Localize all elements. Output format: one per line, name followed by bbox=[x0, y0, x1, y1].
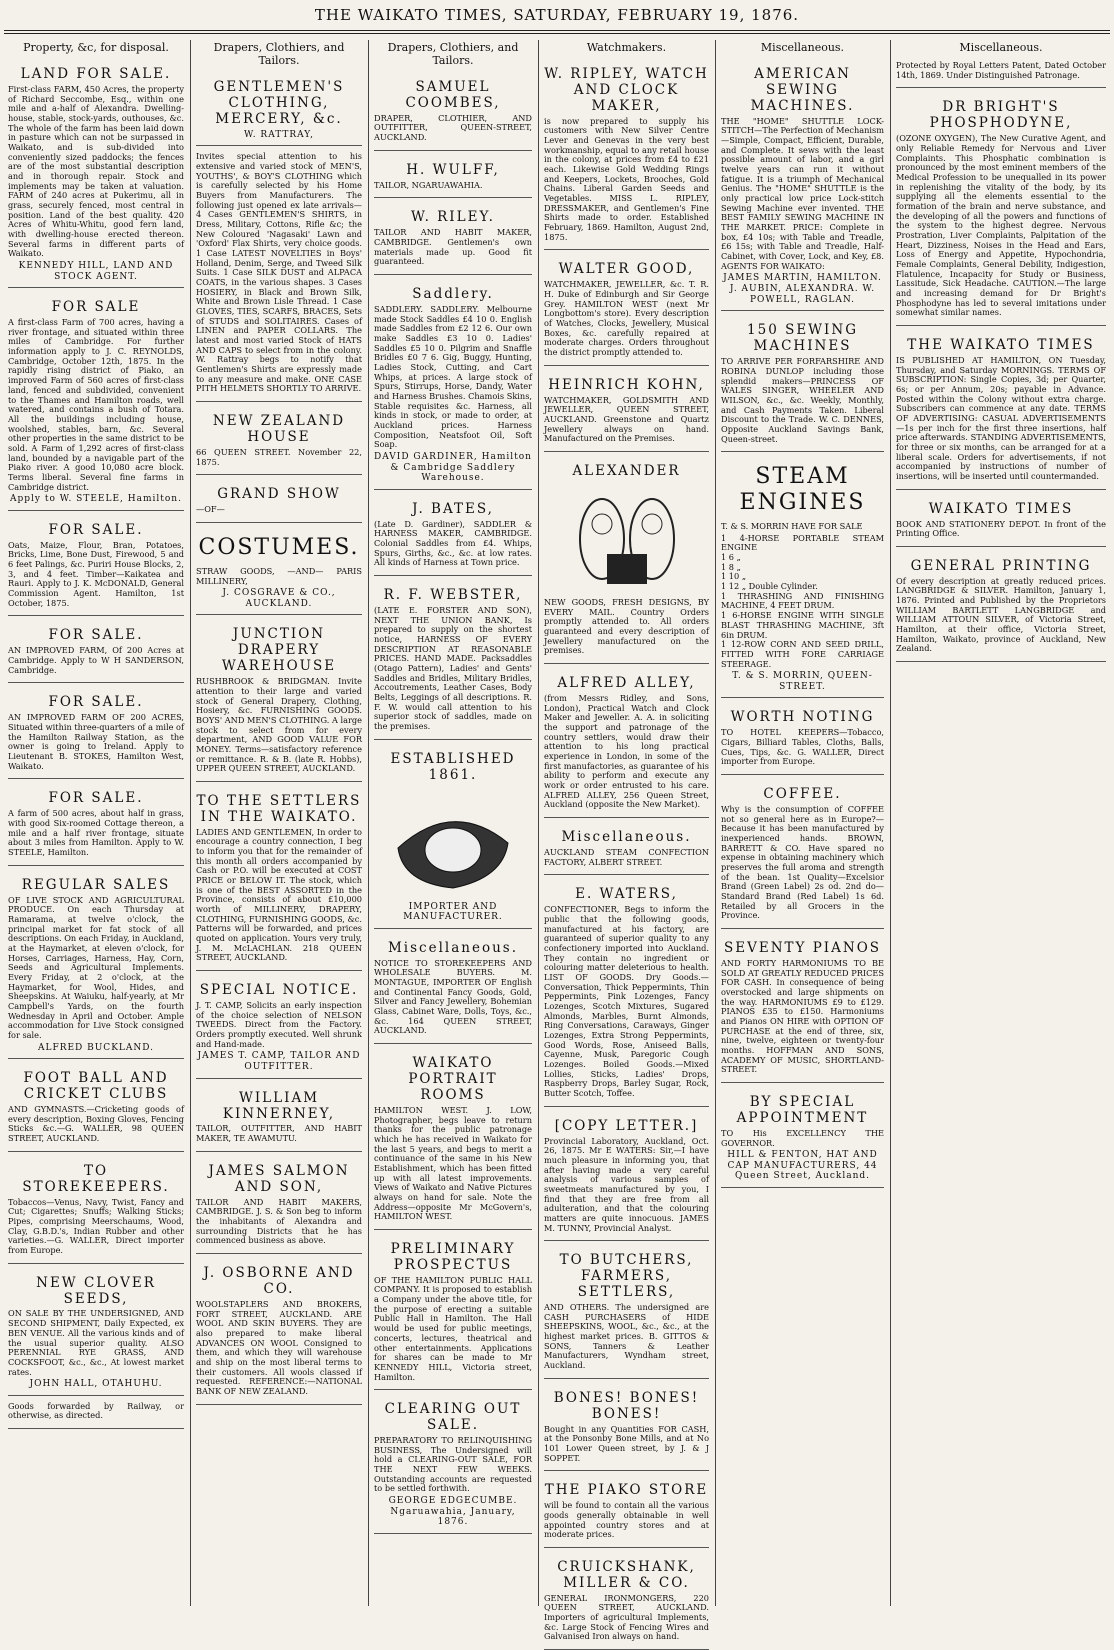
column-header: Drapers, Clothiers, and Tailors. bbox=[387, 41, 519, 67]
ad-title: FOOT BALL AND CRICKET CLUBS bbox=[23, 1070, 169, 1103]
ad-title: JAMES SALMON AND SON, bbox=[208, 1162, 350, 1195]
ad-body: WATCHMAKER, GOLDSMITH AND JEWELLER, QUEEN STREET, AUCKLAND. Greenstone and Quartz Jewellery always on hand. Manufactured on the Premises. bbox=[544, 394, 709, 444]
advertisement bbox=[896, 58, 1106, 88]
ad-body: Of every description at greatly reduced prices. LANGBRIDGE & SILVER. Hamilton, January 1, 1876. Printed and Published by the Proprietors WILLIAM BARTLETT LANGBRIDGE and WILLIAM ATTOUN SILVER, of Victoria Street, Hamilton, at their office, Victoria Street, Hamilton, Waikato, province of Auckland, New Zealand. bbox=[896, 575, 1106, 654]
column-divider bbox=[538, 40, 539, 1606]
ad-title: AMERICAN SEWING MACHINES. bbox=[750, 65, 855, 114]
ad-body: SADDLERY. SADDLERY. Melbourne made Stock Saddles £4 10 0. English made Saddles from £2 12 6. Our own make Saddles £3 10 0. Ladies' Saddles £5 10 0. Pilgrim and Snaffle Bridles £0 7 6. Gig, Buggy, Hunting, Ladies Stock, Cutting, and Cart Whips, at prices. A large stock of Spurs, Stirrups, Horse, Dandy, Water and Harness Brushes. Chamois Skins, Stable requisites &c. Harness, all kinds in stock, or made to order, at Auckland prices. Harness Composition, Neatsfoot Oil, Soft Soap. bbox=[374, 303, 532, 450]
ad-body: Provincial Laboratory, Auckland, Oct. 26, 1875. Mr E WATERS: Sir,—I have much pleasure in informing you, that after having made a very careful analysis of various samples of sweetmeats manufactured by you, I find that they are free from all adulteration, and that the colouring matters are quite innocuous. JAMES M. TUNNY, Provincial Analyst. bbox=[544, 1135, 709, 1233]
ad-body: BOOK AND STATIONERY DEPOT. In front of the Printing Office. bbox=[896, 518, 1106, 539]
ad-title: CRUICKSHANK, MILLER & CO. bbox=[557, 1558, 696, 1591]
pocket-watch-illustration bbox=[562, 484, 692, 594]
advertisement bbox=[8, 58, 184, 288]
ad-body: AN IMPROVED FARM, Of 200 Acres at Cambridge. Apply to W H SANDERSON, Cambridge. bbox=[8, 645, 184, 675]
advertisement bbox=[374, 154, 532, 199]
ad-body: 66 QUEEN STREET. November 22, 1875. bbox=[196, 446, 362, 467]
ad-signature: T. & S. MORRIN, QUEEN-STREET. bbox=[732, 671, 873, 692]
advertisement bbox=[544, 878, 709, 1106]
advertisement bbox=[374, 932, 532, 1044]
ad-body: TO HOTEL KEEPERS—Tobacco, Cigars, Billiard Tables, Cloths, Balls, Cues, Tips, &c. G. WALLER, Direct importer from Europe. bbox=[721, 727, 884, 767]
advertisement bbox=[8, 782, 184, 865]
ad-title: THE PIAKO STORE bbox=[544, 1482, 709, 1499]
column-divider bbox=[715, 40, 716, 1606]
ad-body: —OF— bbox=[196, 504, 225, 515]
advertisement bbox=[374, 201, 532, 275]
ad-signature: Apply to W. STEELE, Hamilton. bbox=[10, 494, 182, 505]
ad-body: is now prepared to supply his customers with New Silver Centre Lever and Genevas in the very best workmanship, equal to any retail house in the colony, at prices from £4 to £21 each. Likewise Gold Wedding Rings and Keepers, Lockets, Brooches, Gold Chains. Liberal Garden Seeds and Vegetables. MISS L. RIPLEY, DRESSMAKER, and Gentlemen's Fine Shirts made to order. Established February, 1869. Hamilton, August 2nd, 1875. bbox=[544, 115, 709, 242]
ad-title: Miscellaneous. bbox=[387, 939, 519, 956]
advertisement bbox=[544, 667, 709, 818]
advertisement bbox=[8, 619, 184, 683]
column-header: Miscellaneous. bbox=[959, 41, 1043, 54]
ad-body: RUSHBROOK & BRIDGMAN. Invite attention to their large and varied stock of General Drapery, Clothing, Hosiery, &c. FURNISHING GOODS. BOYS' AND MEN'S CLOTHING. A large stock to select from for every department, AND GOOD VALUE FOR MONEY. Terms—satisfactory reference or remittance. R. & B. (late R. Hobbs), UPPER QUEEN STREET, AUCKLAND. bbox=[196, 676, 362, 774]
ad-title: FOR SALE. bbox=[48, 694, 144, 711]
ad-body: TO ARRIVE PER FORFARSHIRE AND ROBINA DUNLOP including those splendid makers—PRINCESS OF WALES SINGER, WHEELER AND WILSON, &c., &c. Weekly, Monthly, and Cash Payments Taken. Liberal Discount to the Trade. W. C. DENNES, Opposite Auckland Savings Bank, Queen-street. bbox=[721, 356, 884, 444]
ad-body: DRAPER, CLOTHIER, AND OUTFITTER, QUEEN-STREET, AUCKLAND. bbox=[374, 112, 532, 143]
ad-body: A farm of 500 acres, about half in grass, with good Six-roomed Cottage thereon, a mile and a half river frontage, situate about 3 miles from Hamilton. Apply to W. STEELE, Hamilton. bbox=[8, 808, 184, 857]
advertisement bbox=[196, 1257, 362, 1405]
advertisement bbox=[544, 253, 709, 365]
ad-body: AN IMPROVED FARM OF 200 ACRES, Situated within three-quarters of a mile of the Hamilton Railway Station, as the owner is going to Ireland. Apply to Lieutenant B. STOKES, Hamilton West, Waikato. bbox=[8, 712, 184, 771]
ad-title: STEAM ENGINES bbox=[739, 464, 866, 516]
ad-body: WATCHMAKER, JEWELLER, &c. T. R. H. Duke of Edinburgh and Sir George Grey. HAMILTON WEST (next Mr Longbottom's store). Every description of Watches, Clocks, Jewellery, Musical Boxes, &c. carefully repaired at moderate charges. Orders throughout the district promptly attended to. bbox=[544, 279, 709, 358]
ad-body: HAMILTON WEST. J. LOW, Photographer, begs leave to return thanks for the public patronage which he has received in Waikato for the last 5 years, and begs to merit a continuance of the same in his New Establishment, which has been fitted up with all latest improvements. Views of Waikato and Native Pictures always on hand for sale. Note the Address—opposite Mr McGovern's, HAMILTON WEST. bbox=[374, 1104, 532, 1222]
ad-title: 150 SEWING MACHINES bbox=[747, 322, 858, 355]
ad-body: First-class FARM, 450 Acres, the property of Richard Seccombe, Esq., within one mile and a-half of Alexandra. Dwelling-house, stable, stock-yards, outhouses, &c. The whole of the farm has been laid down in pasture which can not be surpassed in Waikato, and is sub-divided into conveniently sized paddocks; the fences are of the most substantial description and in thorough repair. Stock and implements may be taken at valuation. FARM of 240 acres at Pukerimu, all in grass, securely fenced, most central in position. Land of the best quality. 420 Acres of Whitu-Whitu, good fern land, with dwelling-house erected thereon. Several farms in different parts of Waikato. bbox=[8, 83, 184, 259]
ad-signature: J. COSGRAVE & CO., AUCKLAND. bbox=[222, 588, 336, 609]
ad-body: Goods forwarded by Railway, or otherwise, as directed. bbox=[8, 1400, 184, 1421]
column-header: Drapers, Clothiers, and Tailors. bbox=[213, 41, 345, 67]
advertisement bbox=[196, 405, 362, 475]
ad-title: ALFRED ALLEY, bbox=[557, 675, 696, 691]
ad-title: SPECIAL NOTICE. bbox=[199, 982, 359, 999]
advertisement bbox=[544, 1382, 709, 1472]
advertisement bbox=[8, 869, 184, 1060]
ad-title: Miscellaneous. bbox=[561, 828, 692, 845]
ad-title: LAND FOR SALE. bbox=[20, 65, 172, 82]
advertisement bbox=[196, 149, 362, 402]
advertisement bbox=[721, 58, 884, 311]
advertisement bbox=[8, 1399, 184, 1429]
ad-body: Tobaccos—Venus, Navy, Twist, Fancy and Cut; Cigarettes; Snuffs; Walking Sticks; Pipes, comprising Meerschaums, Wood, Clay, G.B.D.'s, Indian Rubber and other varieties.—G. WALLER, Direct importer from Europe. bbox=[8, 1196, 184, 1255]
ad-title: PRELIMINARY PROSPECTUS bbox=[390, 1240, 516, 1273]
ad-body: TAILOR AND HABIT MAKER, CAMBRIDGE. Gentlemen's own materials made up. Good fit guaranteed. bbox=[374, 227, 532, 267]
ad-title: BY SPECIAL APPOINTMENT bbox=[736, 1093, 869, 1126]
ad-body: AUCKLAND STEAM CONFECTION FACTORY, ALBERT STREET. bbox=[544, 846, 709, 867]
ad-body: Oats, Maize, Flour, Bran, Potatoes, Bricks, Lime, Bone Dust, Firewood, 5 and 6 feet Palings, &c. Puriri House Blocks, 2, 3, and 4 feet. Timber—Kaikatea and Rauri. Apply to J. K. McDONALD, General Commission Agent. Hamilton, 1st October, 1875. bbox=[8, 539, 184, 608]
column-3 bbox=[374, 40, 532, 1606]
advertisement bbox=[374, 1047, 532, 1230]
ad-title: TO THE SETTLERS IN THE WAIKATO. bbox=[196, 792, 362, 825]
advertisement bbox=[374, 579, 532, 740]
list-item: 1 12 „ Double Cylinder. bbox=[721, 581, 818, 592]
ad-signature: GEORGE EDGECUMBE. Ngaruawahia, January, 1876. bbox=[388, 1496, 518, 1528]
ad-title: WILLIAM KINNERNEY, bbox=[222, 1089, 336, 1122]
ad-title: Saddlery. bbox=[412, 286, 494, 302]
advertisement bbox=[721, 1086, 884, 1188]
ad-body: J. T. CAMP, Solicits an early inspection of the choice selection of NELSON TWEEDS. Direct from the Factory. Orders promptly executed. Well shrunk and Hand-made. bbox=[196, 1000, 362, 1049]
ad-title: WAIKATO TIMES bbox=[928, 500, 1074, 517]
list-item: 1 THRASHING AND FINISHING MACHINE, 4 FEET DRUM. bbox=[721, 590, 884, 611]
ad-title: FOR SALE. bbox=[48, 790, 144, 807]
advertisement bbox=[196, 1082, 362, 1152]
ad-body: (Late D. Gardiner), SADDLER & HARNESS MAKER, CAMBRIDGE. Colonial Saddles from £4. Whips, Spurs, Girths, &c., &c. at low rates. All kinds of Harness at Town price. bbox=[374, 518, 532, 568]
advertisement bbox=[196, 974, 362, 1079]
ad-body: TO His EXCELLENCY THE GOVERNOR. bbox=[721, 1127, 884, 1148]
advertisement bbox=[544, 821, 709, 875]
ad-title: GRAND SHOW bbox=[217, 486, 341, 503]
ad-body: TAILOR, OUTFITTER, AND HABIT MAKER, TE AWAMUTU. bbox=[196, 1123, 362, 1144]
ad-body: AND OTHERS. The undersigned are CASH PURCHASERS of HIDE SHEEPSKINS, WOOL, &c., &c., at the highest market prices. B. GITTOS & SONS, Tanners & Leather Manufacturers, Wyndham street, Auckland. bbox=[544, 1302, 709, 1371]
advertisement bbox=[8, 686, 184, 779]
ad-title: FOR SALE. bbox=[48, 521, 144, 538]
ad-body: NEW GOODS, FRESH DESIGNS, BY EVERY MAIL. Country Orders promptly attended to. All orders guaranteed and every description of Jewellery manufactured on the premises. bbox=[544, 596, 709, 656]
ad-body: ON SALE BY THE UNDERSIGNED, AND SECOND SHIPMENT, Daily Expected, ex BEN VENUE. All the various kinds and of the usual superior quality. ALSO PERENNIAL RYE GRASS, AND COCKSFOOT, &c., &c., At lowest market rates. bbox=[8, 1308, 184, 1377]
ad-title: TO BUTCHERS, FARMERS, SETTLERS, bbox=[559, 1252, 694, 1301]
advertisement bbox=[196, 618, 362, 781]
column-divider bbox=[890, 40, 891, 1606]
advertisement bbox=[721, 778, 884, 929]
column-header: Miscellaneous. bbox=[760, 41, 845, 54]
ad-title: H. WULFF, bbox=[406, 161, 500, 178]
ad-title: COFFEE. bbox=[763, 786, 842, 803]
ad-title: SAMUEL COOMBES, bbox=[405, 78, 501, 111]
advertisement bbox=[374, 493, 532, 576]
ad-title: E. WATERS, bbox=[575, 886, 678, 903]
ad-body: TAILOR AND HABIT MAKERS, CAMBRIDGE. J. S. & Son beg to inform the inhabitants of Alexandra and surrounding Districts that he has commenced business as above. bbox=[196, 1196, 362, 1246]
advertisement bbox=[196, 526, 362, 616]
advertisement bbox=[721, 932, 884, 1083]
ad-signature: ALFRED BUCKLAND. bbox=[37, 1042, 155, 1053]
ad-body: A first-class Farm of 700 acres, having a river frontage, and situated within three miles of Cambridge. For further information apply to J. C. REYNOLDS, Cambridge, October 12th, 1875. In the rapidly rising district of Piako, an improved Farm of 560 acres of first-class land, fenced and subdivided, convenient to the Thames and Hamilton roads, well watered, and contains a bush of Totara. All the buildings including house, woolshed, stables, barn, &c. Several other properties in the same district to be sold. A Farm of 1,292 acres of first-class land, bounded by a navigable part of the Piako river. A good 10,080 acre block. Terms liberal. Several fine farms in Cambridge district. bbox=[8, 317, 184, 492]
ad-body: STRAW GOODS, —AND— PARIS MILLINERY, bbox=[196, 565, 362, 586]
ad-title: CLEARING OUT SALE. bbox=[384, 1401, 522, 1434]
advertisement bbox=[8, 1062, 184, 1152]
ad-body: Invites special attention to his extensive and varied stock of MEN'S, YOUTHS', & BOY'S CLOTHING which is carefully selected by his Home Buyers from Manufacturers. The following just opened ex late arrivals—4 Cases GENTLEMEN'S SHIRTS, in Dress, Military, Cottons, Rifle &c; the New Coloured 'Nagasaki' Lawn and 'Oxford' Flax Shirts, very choice goods. 1 Case LATEST NOVELTIES in Boys' Holland, Denim, Serge, and Tweed Silk Suits. 1 Case SILK DUST and ALPACA COATS, in the various shapes. 3 Cases HOSIERY, in Black and Brown Silk, White and Brown Lisle Thread. 1 Case GLOVES, TIES, SCARFS, BRACES, Sets of STUDS and SOLITAIRES. Cases of LINEN and PAPER COLLARS. The latest and most varied Stock of HATS AND CAPS to select from in the colony. W. Rattray begs to notify that Gentlemen's Shirts are expressly made to any measure and make. ONE CASE PITH HELMETS SHORTLY TO ARRIVE. bbox=[196, 151, 362, 394]
masthead-rule-lower bbox=[4, 33, 1110, 34]
list-item: 1 8 „ bbox=[721, 561, 741, 572]
ad-title: W. RILEY. bbox=[411, 209, 495, 226]
list-item: 1 6 „ bbox=[721, 552, 741, 563]
column-divider bbox=[368, 40, 369, 1606]
ad-title: NEW ZEALAND HOUSE bbox=[212, 413, 346, 446]
ad-body: GENERAL IRONMONGERS, 220 QUEEN STREET, AUCKLAND. Importers of agricultural Implements, &c. Large Stock of Fencing Wires and Galvanised Iron always on hand. bbox=[544, 1592, 709, 1642]
advertisement bbox=[544, 1110, 709, 1242]
ad-signature: HILL & FENTON, HAT AND CAP MANUFACTURERS, 44 Queen Street, Auckland. bbox=[727, 1150, 878, 1182]
ad-title: GENERAL PRINTING bbox=[910, 557, 1092, 574]
ad-title: BONES! BONES! BONES! bbox=[553, 1389, 700, 1422]
advertisement bbox=[721, 455, 884, 698]
ad-signature: KENNEDY HILL, LAND AND STOCK AGENT. bbox=[18, 260, 174, 282]
ad-body: Protected by Royal Letters Patent, Dated October 14th, 1869. Under Distinguished Patronage. bbox=[896, 59, 1106, 80]
ad-title: R. F. WEBSTER, bbox=[383, 587, 523, 604]
ad-title: JUNCTION DRAPERY WAREHOUSE bbox=[221, 626, 337, 675]
list-item: 1 4-HORSE PORTABLE STEAM ENGINE bbox=[721, 532, 884, 553]
advertisement bbox=[196, 71, 362, 146]
ad-signature: DAVID GARDINER, Hamilton & Cambridge Saddlery Warehouse. bbox=[374, 452, 532, 484]
ad-item-list bbox=[721, 534, 884, 669]
column-1 bbox=[8, 40, 184, 1606]
advertisement bbox=[8, 1267, 184, 1396]
ad-body: OF LIVE STOCK AND AGRICULTURAL PRODUCE. On each Thursday at Ramarama, at twelve o'clock, the principal market for fat stock of all descriptions. On each Friday, in Auckland, at the Haymarket, at eleven o'clock, for Horses, Carriages, Harness, Hay, Corn, Seeds and Agricultural Implements. Every Friday, at 2 o'clock, at the Haymarket, for Wool, Hides, and Sheepskins. At Waiuku, half-yearly, at Mr Campbell's Yards, on the fourth Wednesday in April and October. Ample accommodation for Live Stock consigned for sale. bbox=[8, 894, 184, 1040]
advertisement bbox=[374, 1233, 532, 1390]
column-6 bbox=[896, 40, 1106, 1606]
ad-title: SEVENTY PIANOS bbox=[723, 940, 882, 956]
ad-title: FOR SALE. bbox=[48, 627, 144, 644]
ad-title: ALEXANDER bbox=[572, 463, 681, 480]
advertisement bbox=[544, 1474, 709, 1548]
ad-body: (OZONE OXYGEN), The New Curative Agent, and only Reliable Remedy for Nervous and Liver Complaints. This Phosphatic combination is pronounced by the most eminent members of the Medical Profession to be unequalled in its power in replenishing the vitality of the body, by its supplying all the elements essential to the formation of the brain and nerve substance, and the developing of all the powers and functions of the system to the highest degree. Nervous Prostration, Liver Complaints, Palpitation of the Heart, Dizziness, Noises in the Head and Ears, Loss of Energy and Appetite, Hypochondria, Female Complaints, General Debility, Indigestion, Flatulence, Incapacity for Study or Business, Lassitude, Sick Headache. CAUTION.—The large and increasing demand for Dr Bright's Phosphodyne has led to several imitations under somewhat similar names. bbox=[896, 133, 1106, 318]
list-item: 1 10 „ bbox=[721, 571, 747, 582]
advertisement bbox=[8, 514, 184, 617]
advertisement bbox=[896, 550, 1106, 662]
advertisement bbox=[896, 493, 1106, 547]
ad-body: (from Messrs Ridley, and Sons, London), Practical Watch and Clock Maker and Jeweller. A. A. in soliciting the support and patronage of the country settlers, would draw their attention to his long practical experience in London, in some of the first manufactories, as guarantee of his ability to perform and execute any work or order entrusted to his care. ALFRED ALLEY, 256 Queen Street, Auckland (opposite the New Market). bbox=[544, 692, 709, 810]
ad-signature: JAMES T. CAMP, TAILOR AND OUTFITTER. bbox=[197, 1051, 361, 1073]
ad-title: WALTER GOOD, bbox=[558, 261, 695, 278]
ad-signature: W. RATTRAY, bbox=[244, 129, 314, 140]
ad-body: OF THE HAMILTON PUBLIC HALL COMPANY. It is proposed to establish a Company under the above title, for the purpose of erecting a suitable Public Hall in Hamilton. The Hall would be used for public meetings, concerts, lectures, theatrical and other entertainments. Applications for shares can be made to Mr KENNEDY HILL, Victoria street, Hamilton. bbox=[374, 1274, 532, 1382]
ad-title: COSTUMES. bbox=[198, 534, 360, 560]
ad-body: THE "HOME" SHUTTLE LOCK-STITCH—The Perfection of Mechanism—Simple, Compact, Efficient, Durable, and Complete. It sews with the least possible amount of labor, and a girl twelve years can run it without fatigue. It is a triumph of Mechanical Genius. The "HOME" SHUTTLE is the only practical low price Lock-stitch Sewing Machine ever invented. THE BEST FAMILY SEWING MACHINE IN THE MARKET. PRICE: Complete in box, £4 10s; with Table and Treadle, £6 15s; with Table and Treadle, Half-Cabinet, with Cover, Lock, and Key, £8. AGENTS FOR WAIKATO: bbox=[721, 115, 885, 271]
column-5 bbox=[721, 40, 884, 1606]
advertisement bbox=[721, 701, 884, 775]
ad-title: [COPY LETTER.] bbox=[554, 1117, 699, 1134]
ad-body: (LATE E. FORSTER AND SON), NEXT THE UNION BANK, Is prepared to supply on the shortest notice, HARNESS OF EVERY DESCRIPTION AT REASONABLE PRICES. HAND MADE. Packsaddles (Otago Pattern), Ladies' and Gents' Saddles and Bridles, Military Bridles, Accoutrements, Leather Cases, Body Belts, Leggings of all descriptions. R. F. W. would call attention to his superior stock of saddles, made on the premises. bbox=[374, 605, 532, 732]
advertisement bbox=[544, 1244, 709, 1378]
column-header: Property, &c, for disposal. bbox=[23, 41, 169, 54]
ad-body: NOTICE TO STOREKEEPERS AND WHOLESALE BUYERS. M. MONTAGUE, IMPORTER OF English and Continental Fancy Goods, Gold, Silver and Fancy Jewellery, Bohemian Glass, Cabinet Ware, Dolls, Toys, &c., &c. 164 QUEEN STREET, AUCKLAND. bbox=[374, 957, 532, 1036]
ad-title: FOR SALE bbox=[51, 299, 141, 316]
column-header: Watchmakers. bbox=[586, 41, 667, 54]
ad-title: REGULAR SALES bbox=[21, 876, 171, 893]
list-item: 1 6-HORSE ENGINE WITH SINGLE BLAST THRASHING MACHINE, 3ft 6in DRUM. bbox=[721, 610, 884, 640]
ad-body: Bought in any Quantities FOR CASH, at the Ponsonby Bone Mills, and at No 101 Lower Queen street, by J. & J SOPPET. bbox=[544, 1423, 709, 1463]
ad-title: TO STOREKEEPERS. bbox=[22, 1162, 170, 1195]
ad-body: IS PUBLISHED AT HAMILTON, ON Tuesday, Thursday, and Saturday MORNINGS. TERMS OF SUBSCRIPTION: Single Copies, 3d; per Quarter, 6s; or per Annum, 20s; payable in Advance. Posted within the Colony without extra charge. Subscribers can commence at any date. TERMS OF ADVERTISING: CASUAL ADVERTISEMENTS—1s per inch for the first three insertions, half price afterwards. STANDING ADVERTISEMENTS, for three or six months, can be arranged for at a liberal scale. Orders for advertisements, if not accompanied by instructions of number of insertions, will be inserted until countermanded. bbox=[896, 354, 1106, 481]
ad-body: T. & S. MORRIN HAVE FOR SALE bbox=[721, 521, 863, 532]
advertisement bbox=[896, 329, 1106, 490]
ad-title: DR BRIGHT'S PHOSPHODYNE, bbox=[929, 99, 1073, 132]
advertisement bbox=[374, 278, 532, 490]
advertisement bbox=[721, 314, 884, 452]
ad-title: WAIKATO PORTRAIT ROOMS bbox=[408, 1055, 498, 1103]
ad-title: ESTABLISHED 1861. bbox=[390, 750, 516, 783]
ad-title: NEW CLOVER SEEDS, bbox=[36, 1274, 156, 1307]
ad-body: AND FORTY HARMONIUMS TO BE SOLD AT GREATLY REDUCED PRICES FOR CASH. In consequence of being overstocked and large shipments on the way. HARMONIUMS £9 to £129. PIANOS £35 to £150. Harmoniums and Pianos ON HIRE with OPTION OF PURCHASE at the end of three, six, nine, twelve, eighteen or twenty-four months. HOFFMAN AND SONS, ACADEMY OF MUSIC, SHORTLAND-STREET. bbox=[721, 957, 884, 1075]
ad-body: Why is the consumption of COFFEE not so general here as in Europe?—Because it has been manufactured by inexperienced hands. BROWN, BARRETT & CO. Have spared no expense in obtaining machinery which preserves the full aroma and strength of the bean. 1st Quality—Excelsior Brand (Green Label) 2s od. 2nd do—Standard Brand (Red Label) 1s 6d. Retailed by all Grocers in the Province. bbox=[721, 803, 884, 921]
column-divider bbox=[190, 40, 191, 1606]
list-item: 1 12-ROW CORN AND SEED DRILL, FITTED WITH FORE CARRIAGE STEERAGE. bbox=[721, 639, 884, 669]
ad-signature: JAMES MARTIN, HAMILTON. J. AUBIN, ALEXANDRA. W. POWELL, RAGLAN. bbox=[723, 273, 882, 305]
masthead: THE WAIKATO TIMES, SATURDAY, FEBRUARY 19, 1876. bbox=[314, 6, 800, 24]
ad-body: LADIES AND GENTLEMEN, In order to encourage a country connection, I beg to inform you that for the remainder of this month all orders accompanied by Cash or P.O. will be executed at COST PRICE or BELOW IT. The stock, which is one of the BEST ASSORTED in the Province, consists of about £10,000 worth of MILLINERY, DRAPERY, CLOTHING, FURNISHING GOODS, &c. Patterns will be forwarded, and prices quoted on application. Yours very truly, J. M. McLACHLAN. 218 QUEEN STREET, AUCKLAND. bbox=[196, 826, 362, 963]
ad-body: TAILOR, NGARUAWAHIA. bbox=[374, 179, 483, 190]
ad-title: THE WAIKATO TIMES bbox=[907, 336, 1095, 353]
advertisement bbox=[544, 58, 709, 251]
advertisement bbox=[544, 369, 709, 452]
ad-body: WOOLSTAPLERS AND BROKERS, FORT STREET, AUCKLAND. ARE WOOL AND SKIN BUYERS. They are also prepared to make liberal ADVANCES ON WOOL Consigned to them, and which they will warehouse and ship on the most liberal terms to their customers. All wools classed if requested. REFERENCE:—NATIONAL BANK OF NEW ZEALAND. bbox=[196, 1298, 362, 1396]
ad-body: PREPARATORY TO RELINQUISHING BUSINESS, The Undersigned will hold a CLEARING-OUT SALE, FOR THE NEXT FEW WEEKS. Outstanding accounts are requested to be settled forthwith. bbox=[374, 1435, 532, 1494]
ad-signature: IMPORTER AND MANUFACTURER. bbox=[403, 901, 503, 923]
ad-title: J. OSBORNE AND CO. bbox=[203, 1265, 355, 1297]
advertisement bbox=[8, 1155, 184, 1264]
ad-title: HEINRICH KOHN, bbox=[548, 376, 705, 393]
masthead-rule bbox=[4, 30, 1110, 31]
advertisement bbox=[196, 1155, 362, 1254]
advertisement bbox=[896, 91, 1106, 326]
ad-body: will be found to contain all the various goods generally obtainable in well appointed country stores and at moderate prices. bbox=[544, 1500, 709, 1540]
ad-body: CONFECTIONER, Begs to inform the public that the following goods, manufactured at his factory, are guaranteed of superior quality to any confectionery imported into Auckland. They contain no ingredient or colouring matter deleterious to health. LIST OF GOODS. Dry Goods.—Conversation, Thick Peppermints, Thin Peppermints, Pink Lozenges, Fancy Lozenges, Scotch Mixtures, Sugared Almonds, Marbles, Burnt Almonds, Ring Conversations, Caraways, Ginger Lozenges, Extra Strong Peppermints, Good Words, Rose, Aniseed Balls, Cayenne, Musk, Paregoric Cough Lozenges. Boiled Goods.—Mixed Lollies, Sticks, Ladies' Drops, Raspberry Drops, Barley Sugar, Rock, Butter Scotch, Toffee. bbox=[544, 904, 709, 1098]
column-2 bbox=[196, 40, 362, 1606]
saddle-illustration bbox=[383, 788, 523, 898]
ad-body: AND GYMNASTS.—Cricketing goods of every description, Boxing Gloves, Fencing Sticks &c.—G. WALLER, 98 QUEEN STREET, AUCKLAND. bbox=[8, 1104, 184, 1144]
column-4 bbox=[544, 40, 709, 1642]
advertisement bbox=[196, 785, 362, 971]
ad-title: WORTH NOTING bbox=[730, 709, 875, 726]
advertisement bbox=[196, 478, 362, 523]
advertisement bbox=[374, 1393, 532, 1534]
advertisement bbox=[374, 71, 532, 151]
advertisement bbox=[374, 743, 532, 929]
advertisement bbox=[544, 1551, 709, 1650]
ad-signature: JOHN HALL, OTAHUHU. bbox=[29, 1379, 163, 1390]
ad-title: GENTLEMEN'S CLOTHING, MERCERY, &c. bbox=[213, 78, 345, 127]
ad-title: W. RIPLEY, WATCH AND CLOCK MAKER, bbox=[544, 65, 709, 114]
advertisement bbox=[8, 291, 184, 511]
ad-title: J. BATES, bbox=[412, 500, 494, 517]
advertisement bbox=[544, 455, 709, 664]
